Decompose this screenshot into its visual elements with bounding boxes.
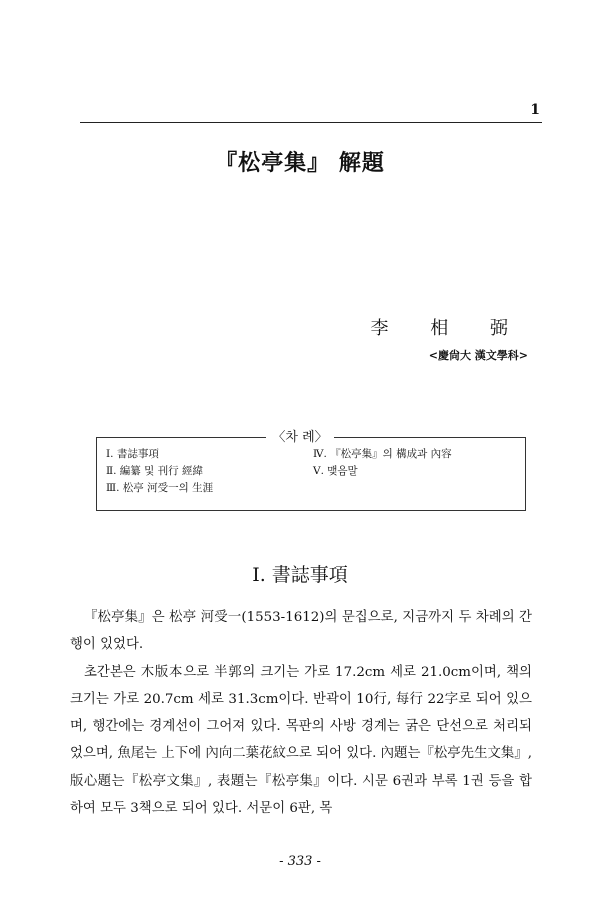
toc-list-left <box>106 446 213 497</box>
body-text <box>70 604 532 822</box>
toc-item: Ⅱ. 編纂 및 刊行 經緯 <box>106 465 203 477</box>
paragraph: 초간본은 木版本으로 半郭의 크기는 가로 17.2cm 세로 21.0cm이며, 책의 크기는 가로 20.7cm 세로 31.3cm이다. 반곽이 10行, 每行 22字로 되어 있으며, 행간에는 경계선이 그어져 있다. 목판의 사방 경계는 굵은 단선으로 처리되었으며, 魚尾는 上下에 內向二葉花紋으로 되어 있다. 內題는『松亭先生文集』, 版心題는『松亭文集』, 表題는『松亭集』이다. 시문 6권과 부록 1권 등을 합하여 모두 3책으로 되어 있다. 서문이 6판, 목 <box>70 664 532 817</box>
page-number-top: 1 <box>530 102 540 118</box>
author-affiliation: <慶尙大 漢文學科> <box>428 349 528 362</box>
paragraph: 『松亭集』은 松亭 河受一(1553-1612)의 문집으로, 지금까지 두 차례의 간행이 있었다. <box>70 610 532 653</box>
toc-item: Ⅲ. 松亭 河受一의 生涯 <box>106 482 214 494</box>
page-number-bottom: - 333 - <box>279 854 321 869</box>
toc-item: Ⅴ. 맺음말 <box>313 465 358 477</box>
toc-heading: 〈차 례〉 <box>0 426 600 445</box>
section-heading: Ⅰ. 書誌事項 <box>252 564 348 586</box>
author-name: 李 相 弼 <box>370 318 526 339</box>
document-title: 『松亭集』 解題 <box>215 150 385 176</box>
toc-list-right <box>313 446 452 480</box>
toc-item: Ⅰ. 書誌事項 <box>106 448 159 460</box>
header-rule <box>80 122 542 123</box>
toc-item: Ⅳ. 『松亭集』의 構成과 內容 <box>313 448 452 460</box>
